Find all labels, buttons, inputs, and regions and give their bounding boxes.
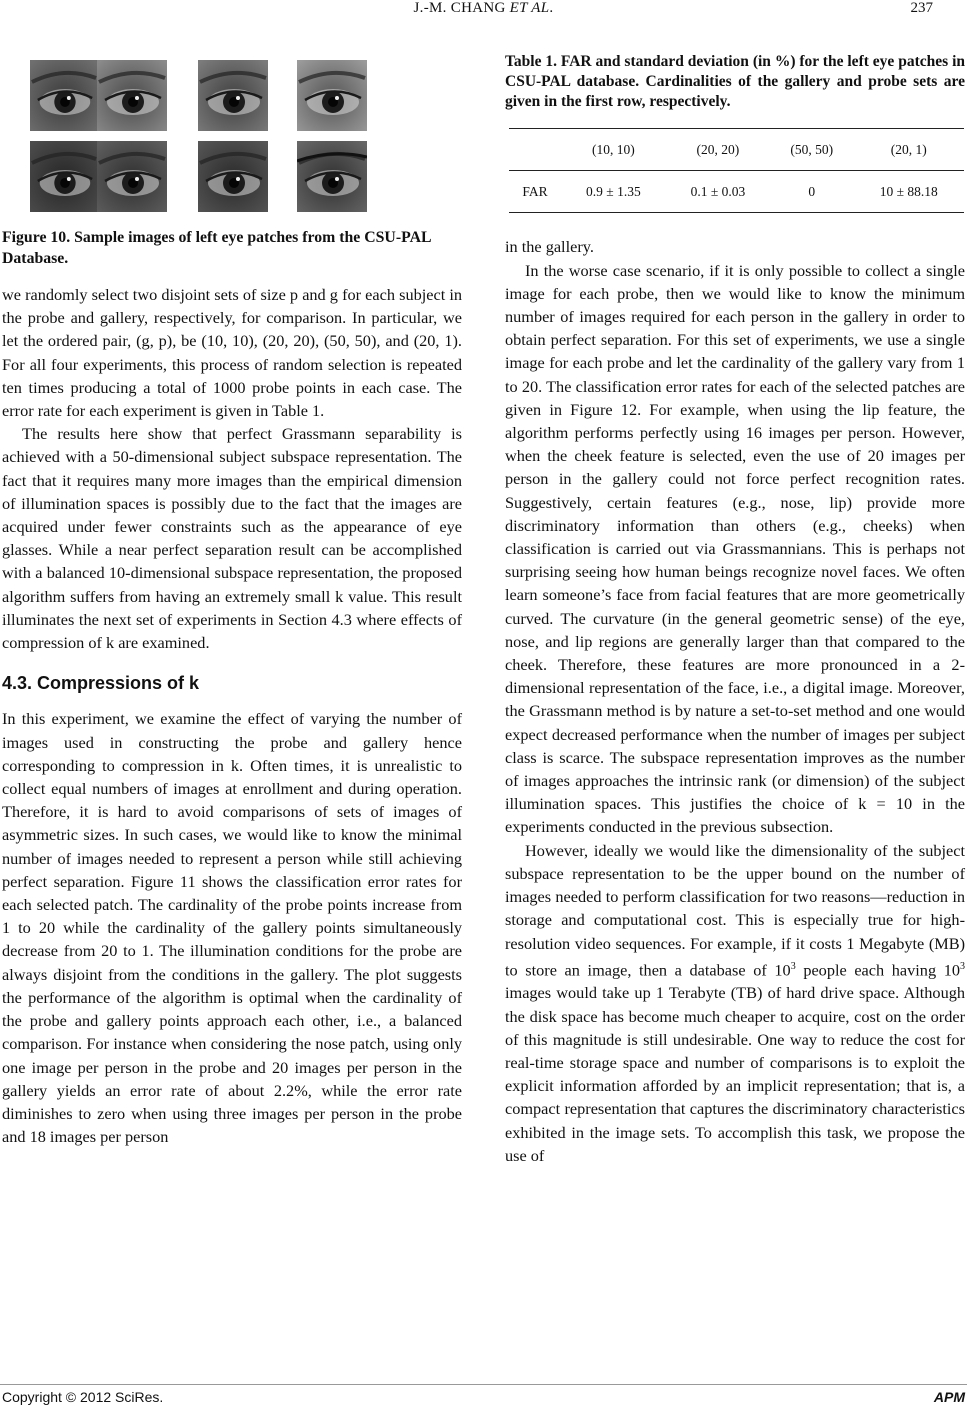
figure-10-caption: Figure 10. Sample images of left eye patches from the CSU-PAL Database. bbox=[2, 229, 431, 267]
eye-patch-image bbox=[30, 141, 98, 212]
table-header-cell: (20, 20) bbox=[666, 129, 771, 171]
table-cell: 0.9 ± 1.35 bbox=[561, 171, 666, 213]
left-paragraph-2: The results here show that perfect Grassmann separability is achieved with a 50-dimensional subject subspace representation. The fact that it requires many more images than the empirical dimension of illumination spaces is possibly due to the fact that the images are acquired under fewer constraints such as the appearance of eye glasses. While a near perfect separation result can be accomplished with a balanced 10-dimensional subspace representation, the proposed algorithm suffers from having an extremely small k value. This result illuminates the next set of experiments in Section 4.3 where effects of compression of k are examined. bbox=[2, 424, 462, 653]
eye-patch-grid bbox=[2, 56, 464, 216]
left-paragraph-3: In this experiment, we examine the effect of varying the number of images used in constructing the probe and gallery hence corresponding to compression in k. Often times, it is unrealistic to collect equal numbers of images at enrollment and during operation. Therefore, it is hard to avoid comparisons of sets of images of asymmetric sizes. In such cases, we would like to know the minimal number of images needed to represent a person while still achieving perfect separation. Figure 11 shows the classification error rates for each selected patch. The cardinality of the probe points increase from 1 to 20 while the cardinality of the gallery points simultaneously decrease from 20 to 1. The illumination conditions for the probe are always disjoint from the conditions in the gallery. The plot suggests the performance of the algorithm is optimal when the cardinality of the probe and gallery points approach each other, i.e., a balanced comparison. For instance when considering the nose patch, using only one image per person in the probe and 20 images per person in the gallery yields an error rate of about 2.2%, while the error rate diminishes to zero when using three images per person in the probe and 18 images per person bbox=[2, 709, 462, 1147]
superscript-exponent: 3 bbox=[960, 960, 965, 972]
left-paragraph-1: we randomly select two disjoint sets of size p and g for each subject in the probe and gallery, respectively, for comparison. In particular, we let the ordered pair, (g, p), be (10, 10), (20, 20), (50, 50), and (20, 1). For all four experiments, this process of random selection is repeated ten times producing a total of 1000 probe points in each case. The error rate for each experiment is given in Table 1. bbox=[2, 285, 462, 421]
table-1 bbox=[509, 128, 964, 213]
table-1-caption: Table 1. FAR and standard deviation (in %) for the left eye patches in CSU-PAL database. Cardinalities of the gallery and probe sets are given in the first row, respectively. bbox=[505, 53, 965, 110]
eye-patch-image bbox=[30, 60, 98, 131]
copyright: Copyright © 2012 SciRes. bbox=[2, 1389, 164, 1405]
section-title: 4.3. Compressions of k bbox=[2, 673, 200, 694]
journal-name: APM bbox=[933, 1389, 965, 1405]
eye-patch-image bbox=[198, 141, 268, 212]
page-footer bbox=[0, 1389, 967, 1415]
right-paragraph-1: In the worse case scenario, if it is only possible to collect a single image for each probe, then we would like to know the minimum number of images required for each person in the gallery in order to obtain perfect separation. For this set of experiments, we use a single image for each probe and let the cardinality of the gallery vary from 1 to 20. The classification error rates for each of the selected patches are given in Figure 12. For example, when using the lip feature, the algorithm performs perfectly using 16 images per person. However, when the cheek feature is selected, even the use of 20 images per person in the gallery could not force perfect recognition rates. Suggestively, certain features (e.g., nose, lip) provide more discriminatory information than others (e.g., cheeks) when classification is carried out via Grassmannians. This is perhaps not surprising seeing how human beings recognize novel faces. We often learn someone’s face from facial features that are more geometrically curved. The curvature (in the general geometric sense) of the eye, nose, and lip regions are generally larger than that compared to the cheek. Therefore, these features are more pronounced in a 2-dimensional representation of the face, i.e., a digital image. Moreover, the Grassmann method is by nature a set-to-set method and one would expect decreased performance when the number of images per subject class is scarce. The subspace representation improves as the number of images approaches the intrinsic rank (or dimension) of the subject illumination spaces. This justifies the choice of k = 10 in the experiments conducted in the previous subsection. bbox=[505, 260, 965, 837]
table-header-cell: (10, 10) bbox=[561, 129, 666, 171]
eye-patch-image bbox=[97, 141, 167, 212]
table-row bbox=[509, 171, 964, 213]
table-cell: FAR bbox=[509, 171, 561, 213]
page-header bbox=[0, 0, 967, 36]
left-column bbox=[2, 52, 462, 1148]
table-header-cell: (50, 50) bbox=[770, 129, 853, 171]
running-head: J.-M. CHANG ET AL. bbox=[413, 0, 554, 16]
running-head-et-al: ET AL bbox=[509, 0, 550, 16]
right-column bbox=[505, 52, 965, 1167]
eye-patch-image bbox=[198, 60, 268, 131]
footer-rule bbox=[0, 1384, 967, 1385]
eye-patch-image bbox=[297, 60, 367, 131]
superscript-exponent: 3 bbox=[790, 960, 796, 972]
table-cell: 0 bbox=[770, 171, 853, 213]
table-cell: 10 ± 88.18 bbox=[853, 171, 964, 213]
eye-patch-image bbox=[297, 141, 367, 212]
page-number: 237 bbox=[910, 0, 933, 16]
figure-10 bbox=[2, 56, 462, 216]
right-paragraph-2: However, ideally we would like the dimensionality of the subject subspace representation to be the upper bound on the number of images needed to perform classification for two reasons—reduction in storage and computational cost. This is especially true for high-resolution video sequences. For example, if it costs 1 Megabyte (MB) to store an image, then a database of $10^3$ people each having $10^3$ images would take up 1 Terabyte (TB) of hard drive space. Although the disk space has become much cheaper to acquire, cost on the order of this magnitude is still undesirable. One way to reduce the cost for real-time storage space and number of comparisons is to exploit the explicit information afforded by an implicit representation; that is, a compact representation that captures the discriminatory characteristics exhibited in the image sets. To accomplish this task, we propose the use of bbox=[505, 840, 965, 1165]
eye-patch-image bbox=[97, 60, 167, 131]
table-header-cell: (20, 1) bbox=[853, 129, 964, 171]
table-header-cell bbox=[509, 129, 561, 171]
right-paragraph-0: in the gallery. bbox=[505, 237, 594, 257]
table-cell: 0.1 ± 0.03 bbox=[666, 171, 771, 213]
table-header-row bbox=[509, 129, 964, 171]
